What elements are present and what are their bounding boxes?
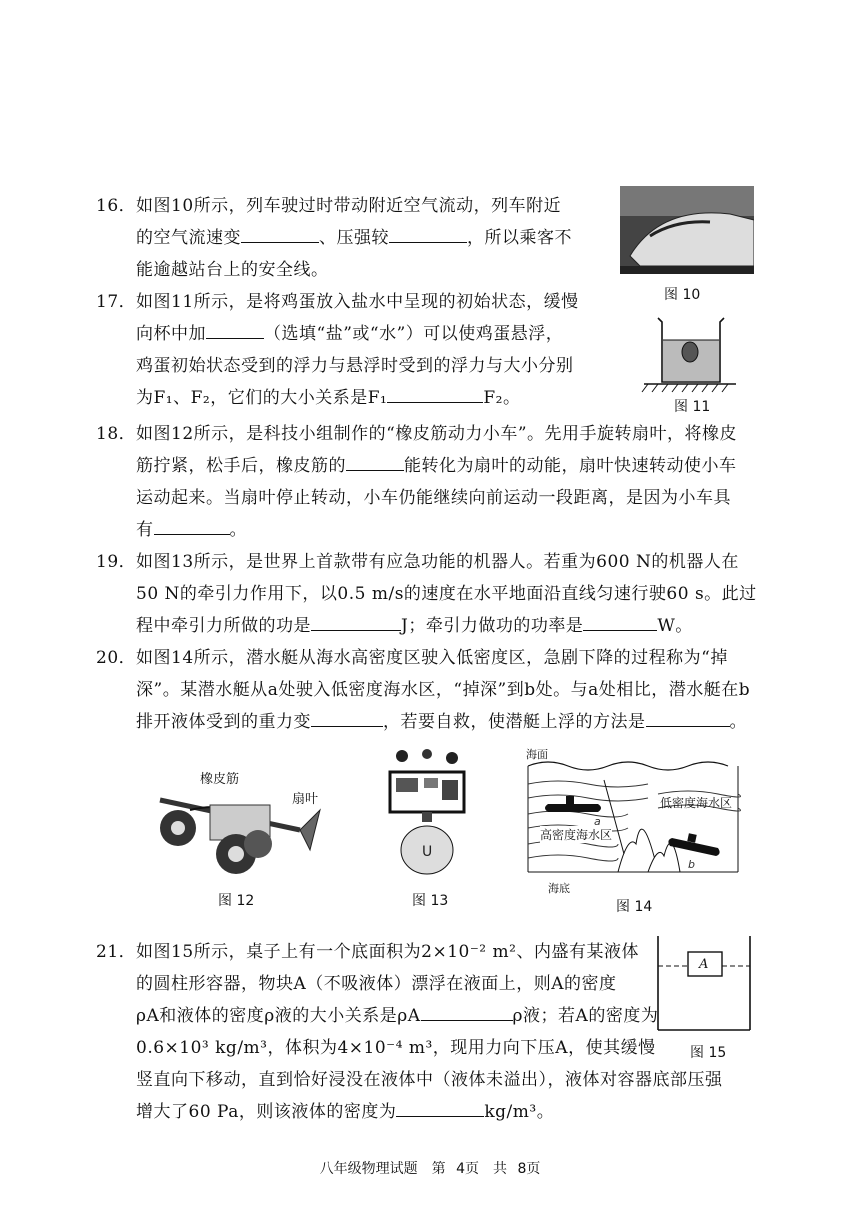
rubber-band-car-diagram	[150, 770, 330, 880]
block-a-label: A	[699, 957, 709, 972]
question-text: 有	[136, 520, 154, 540]
question-text: 鸡蛋初始状态受到的浮力与悬浮时受到的浮力与大小分别	[136, 356, 574, 376]
answer-blank[interactable]	[646, 706, 730, 727]
question-text: 向杯中加	[136, 324, 206, 344]
question-text: 能转化为扇叶的动能，扇叶快速转动使小车	[404, 456, 737, 476]
question-number: 20．	[96, 648, 137, 668]
question-text: 的圆柱形容器，物块A（不吸液体）漂浮在液面上，则A的密度	[136, 974, 617, 994]
question-text: kg/m³。	[484, 1102, 555, 1122]
question-text: 能逾越站台上的安全线。	[136, 260, 329, 280]
question-text: ρ液；若A的密度为	[512, 1006, 659, 1026]
question-text: 增大了60 Pa，则该液体的密度为	[136, 1102, 397, 1122]
question-21	[96, 936, 723, 1128]
question-text: 。	[729, 712, 747, 732]
question-number: 21．	[96, 942, 137, 962]
question-text: 如图11所示，是将鸡蛋放入盐水中呈现的初始状态，缓慢	[136, 292, 579, 312]
answer-blank[interactable]	[241, 222, 319, 243]
answer-blank[interactable]	[387, 382, 483, 403]
beaker-egg-diagram	[640, 312, 740, 394]
answer-blank[interactable]	[311, 610, 401, 631]
question-text: 竖直向下移动，直到恰好浸没在液体中（液体未溢出），液体对容器底部压强	[136, 1070, 723, 1090]
submarine-density-diagram	[508, 744, 748, 894]
question-number: 18．	[96, 424, 137, 444]
page-footer: 八年级物理试题 第 4页 共 8页	[319, 1161, 541, 1177]
answer-blank[interactable]	[396, 1096, 484, 1117]
question-19	[96, 546, 757, 642]
low-density-zone-label: 低密度海水区	[660, 796, 733, 810]
robot-photo	[382, 746, 472, 878]
figure-caption: 图 11	[674, 399, 711, 415]
answer-blank[interactable]	[583, 610, 657, 631]
question-text: 为F₁、F₂，它们的大小关系是F₁	[136, 388, 388, 408]
question-17	[96, 286, 579, 414]
question-text: 筋拧紧，松手后，橡皮筋的	[136, 456, 346, 476]
question-text: 运动起来。当扇叶停止转动，小车仍能继续向前运动一段距离，是因为小车具	[136, 488, 731, 508]
question-text: F₂。	[483, 388, 521, 408]
question-16	[96, 190, 572, 286]
question-text: W。	[657, 616, 693, 636]
svg-text:U: U	[422, 844, 433, 860]
sea-surface-label: 海面	[526, 748, 548, 761]
question-text: 深”。某潜水艇从a处驶入低密度海水区，“掉深”到b处。与a处相比，潜水艇在b	[136, 680, 751, 700]
question-number: 17．	[96, 292, 137, 312]
question-text: ，若要自救，使潜艇上浮的方法是	[383, 712, 646, 732]
question-18	[96, 418, 737, 546]
question-text: 如图10所示，列车驶过时带动附近空气流动，列车附近	[136, 196, 562, 216]
rubber-band-label: 橡皮筋	[200, 772, 240, 787]
fan-blade-label: 扇叶	[292, 792, 319, 807]
answer-blank[interactable]	[346, 450, 404, 471]
question-text: 50 N的牵引力作用下，以0.5 m/s的速度在水平地面沿直线匀速行驶60 s。此过	[136, 584, 757, 604]
container-block-diagram	[654, 934, 754, 1034]
question-text: 排开液体受到的重力变	[136, 712, 311, 732]
figure-caption: 图 12	[218, 893, 255, 909]
question-text: 的空气流速变	[136, 228, 241, 248]
question-20	[96, 642, 750, 738]
question-text: 如图13所示，是世界上首款带有应急功能的机器人。若重为600 N的机器人在	[136, 552, 739, 572]
train-photo	[620, 186, 754, 274]
figure-caption: 图 10	[664, 287, 701, 303]
figure-caption: 图 14	[616, 899, 653, 915]
question-number: 19．	[96, 552, 137, 572]
question-text: 程中牵引力所做的功是	[136, 616, 311, 636]
question-text: 、压强较	[319, 228, 389, 248]
question-number: 16．	[96, 196, 137, 216]
question-text: 。	[229, 520, 247, 540]
figure-caption: 图 13	[412, 893, 449, 909]
sea-floor-label: 海底	[548, 882, 570, 895]
answer-blank[interactable]	[421, 1000, 513, 1021]
question-text: ，所以乘客不	[467, 228, 572, 248]
high-density-zone-label: 高密度海水区	[540, 828, 613, 842]
question-text: J；牵引力做功的功率是	[401, 616, 584, 636]
question-text: 0.6×10³ kg/m³，体积为4×10⁻⁴ m³，现用力向下压A，使其缓慢	[136, 1038, 656, 1058]
figure-caption: 图 15	[690, 1045, 727, 1061]
answer-blank[interactable]	[154, 514, 230, 535]
answer-blank[interactable]	[389, 222, 467, 243]
position-b-label: b	[688, 858, 695, 871]
question-text: ρA和液体的密度ρ液的大小关系是ρA	[136, 1006, 421, 1026]
question-text: （选填“盐”或“水”）可以使鸡蛋悬浮，	[264, 324, 564, 344]
question-text: 如图14所示，潜水艇从海水高密度区驶入低密度区，急剧下降的过程称为“掉	[136, 648, 728, 668]
answer-blank[interactable]	[311, 706, 383, 727]
answer-blank[interactable]	[206, 318, 264, 339]
position-a-label: a	[594, 815, 601, 828]
question-text: 如图12所示，是科技小组制作的“橡皮筋动力小车”。先用手旋转扇叶，将橡皮	[136, 424, 738, 444]
question-text: 如图15所示，桌子上有一个底面积为2×10⁻² m²、内盛有某液体	[136, 942, 639, 962]
